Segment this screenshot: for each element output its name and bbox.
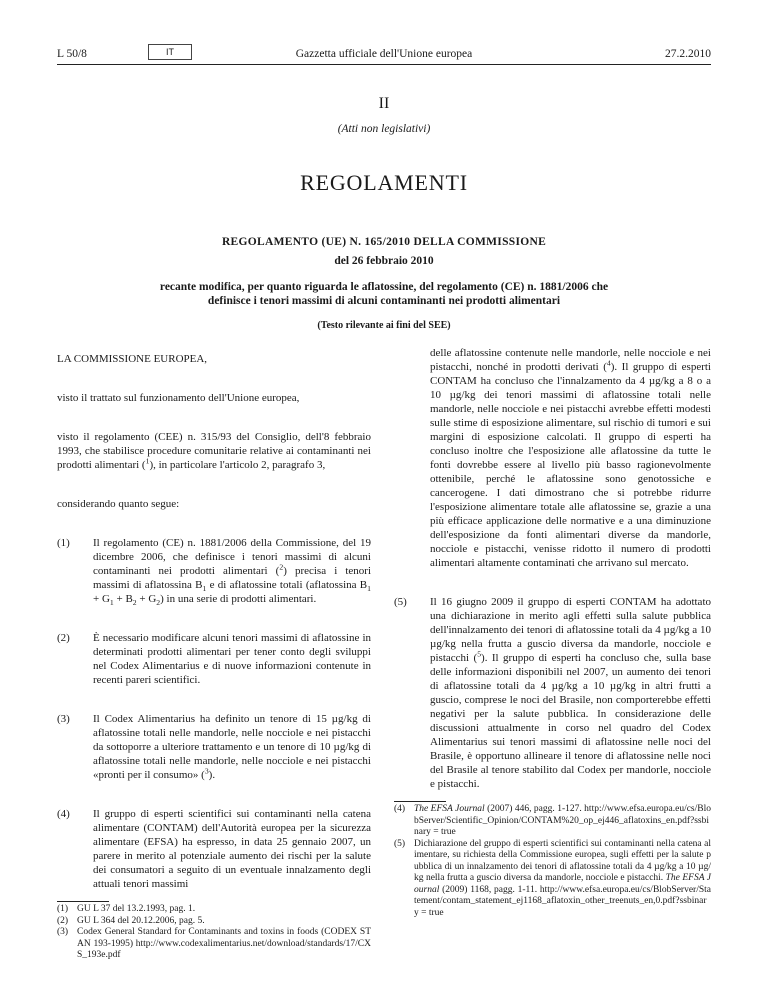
- regulation-citation: visto il regolamento (CEE) n. 315/93 del Consiglio, dell'8 febbraio 1993, che stabilisce procedure comunitarie relative ai contaminanti nei prodotti alimentari ($^1$), in particolare l'articolo 2, paragrafo 3,: [57, 431, 371, 471]
- publication-date: 27.2.2010: [665, 48, 711, 60]
- section-subtitle: (Atti non legislativi): [337, 123, 431, 135]
- footnote: (4) The EFSA Journal (2007) 446, pagg. 1-127. http://www.efsa.europa.eu/cs/BlobServer/Scientific_Opinion/CONTAM%20_op_ej446_aflatoxins_en.pdf?ssbinary = true: [394, 804, 711, 837]
- left-column: [57, 352, 371, 962]
- footnote: (1) GU L 37 del 13.2.1993, pag. 1.: [57, 904, 196, 914]
- recital-4: [57, 807, 371, 891]
- recital-number: (5): [394, 596, 407, 608]
- header-divider: [57, 64, 711, 65]
- recital-1: [57, 536, 371, 606]
- recital-number: (3): [57, 713, 70, 725]
- recital-number: (2): [57, 632, 70, 644]
- footnote: (3) Codex General Standard for Contaminants and toxins in foods (CODEX STAN 193-1995) http://www.codexalimentarius.net/download/standards/17/CXS_193e.pdf: [57, 927, 371, 960]
- recital-2: [57, 631, 371, 687]
- page-reference: L 50/8: [57, 48, 87, 60]
- footnote-ref: 1: [145, 456, 150, 466]
- recital-text: È necessario modificare alcuni tenori massimi di aflatossine in determinati prodotti alimentari per tener conto degli sviluppi nel Codex Alimentarius e di nuove informazioni contenute in recenti pareri scientifici.: [93, 632, 371, 686]
- regulation-subject: [57, 280, 711, 308]
- recital-text: Il gruppo di esperti scientifici sui contaminanti nella catena alimentare (CONTAM) dell'Autorità europea per la sicurezza alimentare (EFSA) ha espresso, in data 25 gennaio 2007, un parere in merito al potenziale aumento dei rischi per la salute dei consumatori a seguito di un eventuale innalzamento degli attuali tenori massimi: [93, 808, 371, 890]
- recital-5: [394, 595, 711, 791]
- whereas-heading: considerando quanto segue:: [57, 498, 180, 510]
- regulation-title: REGOLAMENTO (UE) N. 165/2010 DELLA COMMISSIONE: [221, 236, 547, 248]
- treaty-citation: visto il trattato sul funzionamento dell'Unione europea,: [57, 392, 300, 404]
- footnote-divider: [57, 901, 109, 902]
- regulation-date: del 26 febbraio 2010: [334, 255, 434, 267]
- journal-title: Gazzetta ufficiale dell'Unione europea: [295, 48, 473, 60]
- section-numeral: II: [378, 95, 390, 112]
- regulation-subject-line2: definisce i tenori massimi di alcuni contaminanti nei prodotti alimentari: [207, 295, 561, 307]
- footnote: (2) GU L 364 del 20.12.2006, pag. 5.: [57, 915, 205, 926]
- regulation-subject-line1: recante modifica, per quanto riguarda le aflatossine, del regolamento (CE) n. 1881/2006 che: [159, 281, 609, 293]
- language-badge: IT: [148, 44, 192, 60]
- recital-number: (1): [57, 537, 70, 549]
- recital-number: (4): [57, 808, 70, 820]
- recital-4-continuation: delle aflatossine contenute nelle mandorle, nelle nocciole e nei pistacchi, nonché in prodotti derivati ($^4$). Il gruppo di esperti CONTAM ha concluso che l'innalzamento da 4 µg/kg a 8 o a 10 µg/kg dei tenori massimi di aflatossine totali nelle mandorle, nelle nocciole e nei pistacchi avrebbe effetti modesti sulle stime di esposizione alimentare, sul rischio di tumori e sui margini di esposizione calcolati. Il gruppo di esperti ha concluso inoltre che l'esposizione alle aflatossine da tutte le fonti dovrebbe essere al livello più basso ragionevolmente ottenibile, perché le aflatossine sono genotossiche e cancerogene. I dati dimostrano che si potrebbe ridurre l'esposizione alimentare totale alle aflatossine se, grazie a una più efficace applicazione delle normative e a una diminuzione dell'esposizione da fonti alimentari diverse da mandorle, nocciole e pistacchi, venisse ridotto il numero di prodotti alimentari altamente contaminati che arrivano sul mercato.: [430, 347, 711, 569]
- eea-relevance-note: (Testo rilevante ai fini del SEE): [317, 320, 451, 331]
- footnote: (5) Dichiarazione del gruppo di esperti scientifici sui contaminanti nella catena alimentare, su richiesta della Commissione europea, sugli effetti per la salute pubblica di un innalzamento dei tenori di aflatossine totali da 4 µg/kg a 10 µg/kg nella frutta a guscio diversa da mandorle, nocciole e pistacchi. The EFSA Journal (2009) 1168, pagg. 1-11. http://www.efsa.europa.eu/cs/BlobServer/Statement/contam_statement_ej1168_aflatoxin_other_treenuts_en,0.pdf?ssbinary = true: [394, 838, 711, 918]
- right-column: [394, 346, 711, 919]
- recital-text: Il regolamento (CE) n. 1881/2006 della Commissione, del 19 dicembre 2006, che definisce i tenori massimi di alcuni contaminanti nei prodotti alimentari ($^2$) precisa i tenori massimi di aflatossina $B_1$ e di aflatossine totali (aflatossina $B_1 + G_1 + B_2 + G_2$) in una serie di prodotti alimentari.: [93, 537, 371, 608]
- section-heading: REGOLAMENTI: [300, 170, 468, 195]
- recital-text: Il Codex Alimentarius ha definito un tenore di 15 µg/kg di aflatossine totali nelle mandorle, nelle nocciole e nei pistacchi da sottoporre a ulteriore trattamento e un tenore di 10 µg/kg di aflatossine totali nelle mandorle, nelle nocciole e nei pistacchi «pronti per il consumo» ($^3$).: [93, 713, 371, 781]
- recital-text: Il 16 giugno 2009 il gruppo di esperti CONTAM ha adottato una dichiarazione in merito agli effetti sulla salute pubblica dell'innalzamento dei tenori di aflatossine totali da 4 µg/kg a 10 µg/kg nella frutta a guscio diversa da mandorle, nocciole e pistacchi ($^5$). Il gruppo di esperti ha concluso che, sulla base delle informazioni disponibili nel 2007, un aumento dei tenori di aflatossine totali da 4 µg/kg a 10 µg/kg in altri frutti a guscio, comprese le noci del Brasile, non comporterebbe effetti negativi per la salute pubblica. In considerazione delle discussioni attualmente in corso nel quadro del Codex Alimentarius sui tenori massimi di aflatossine nelle noci del Brasile, è opportuno allineare il tenore di aflatossine nelle noci del Brasile al tenore stabilito dal Codex per mandorle, nocciole e pistacchi.: [430, 596, 711, 790]
- commission-heading: LA COMMISSIONE EUROPEA,: [57, 353, 208, 365]
- recital-3: [57, 712, 371, 782]
- footnote-divider: [394, 801, 446, 802]
